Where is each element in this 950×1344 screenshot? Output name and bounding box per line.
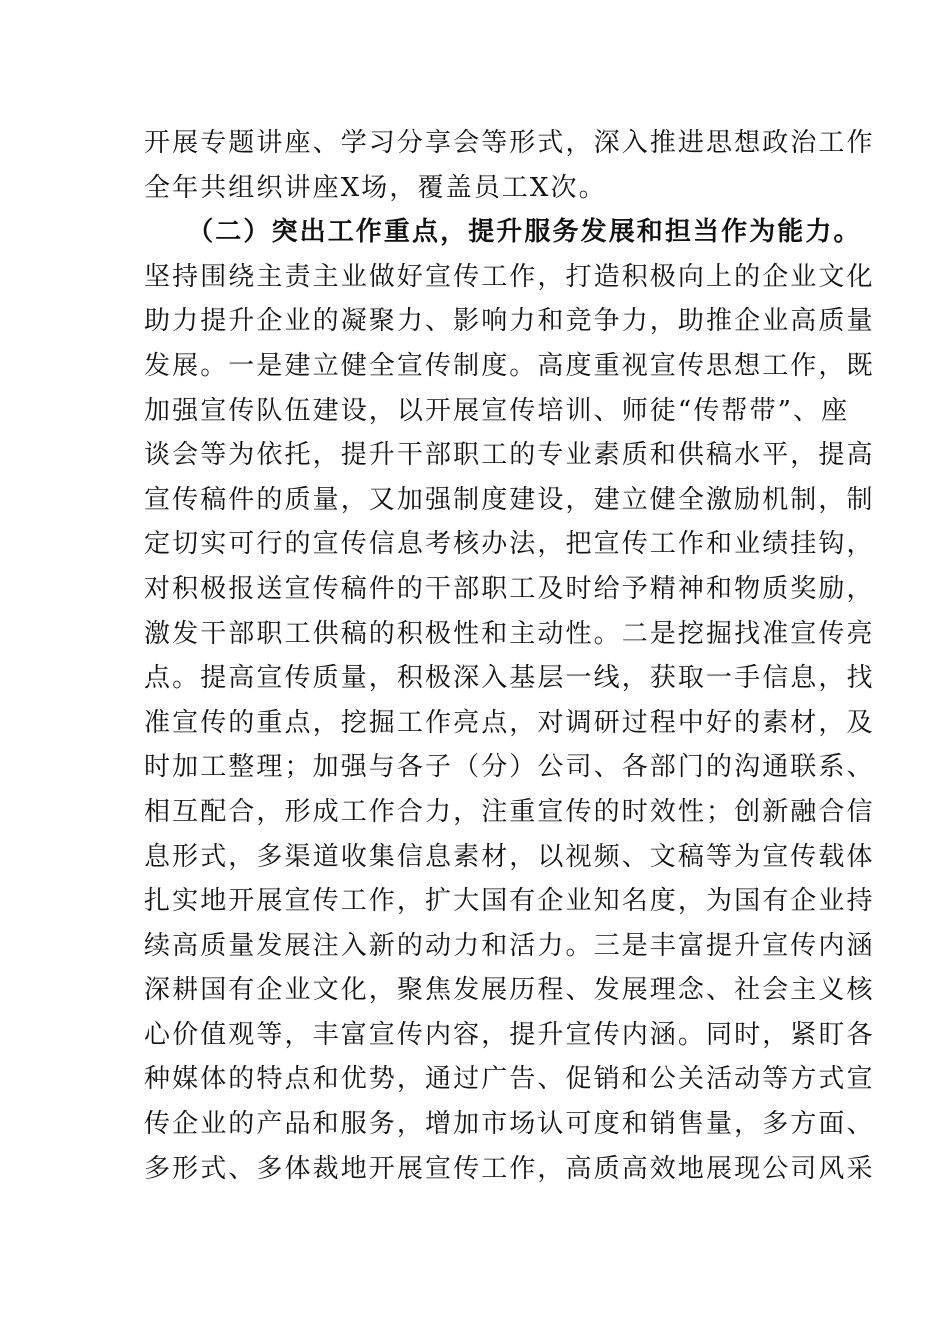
body-line: 全年共组织讲座X场，覆盖员工X次。: [144, 172, 607, 203]
body-line: 宣传稿件的质量，又加强制度建设，建立健全激励机制，制: [144, 484, 875, 515]
body-line: 助力提升企业的凝聚力、影响力和竞争力，助推企业高质量: [144, 306, 875, 337]
body-line: 扎实地开展宣传工作，扩大国有企业知名度，为国有企业持: [144, 886, 875, 917]
body-line: 开展专题讲座、学习分享会等形式，深入推进思想政治工作: [144, 128, 875, 158]
body-line: 传企业的产品和服务，增加市场认可度和销售量，多方面、: [144, 1109, 875, 1140]
body-line: 续高质量发展注入新的动力和活力。三是丰富提升宣传内涵: [144, 930, 875, 961]
document-body: [144, 121, 875, 1191]
body-line: 准宣传的重点，挖掘工作亮点，对调研过程中好的素材，及: [144, 707, 875, 738]
body-line: 相互配合，形成工作合力，注重宣传的时效性；创新融合信: [144, 796, 875, 827]
body-line: 激发干部职工供稿的积极性和主动性。二是挖掘找准宣传亮: [144, 618, 875, 649]
body-line: 点。提高宣传质量，积极深入基层一线，获取一手信息，找: [144, 663, 875, 694]
body-line: 加强宣传队伍建设，以开展宣传培训、师徒“传帮带”、座: [144, 395, 850, 426]
body-line: 种媒体的特点和优势，通过广告、促销和公关活动等方式宣: [144, 1064, 875, 1095]
body-line: 心价值观等，丰富宣传内容，提升宣传内涵。同时，紧盯各: [144, 1019, 875, 1050]
body-line: 坚持围绕主责主业做好宣传工作，打造积极向上的企业文化: [144, 261, 875, 292]
body-line: 多形式、多体裁地开展宣传工作，高质高效地展现公司风采: [144, 1153, 875, 1184]
body-line: 时加工整理；加强与各子（分）公司、各部门的沟通联系、: [144, 752, 875, 783]
body-line: 深耕国有企业文化，聚焦发展历程、发展理念、社会主义核: [144, 975, 875, 1006]
section-heading: （二）突出工作重点，提升服务发展和担当作为能力。: [144, 217, 862, 248]
body-line: 定切实可行的宣传信息考核办法，把宣传工作和业绩挂钩，: [144, 529, 875, 560]
body-line: 谈会等为依托，提升干部职工的专业素质和供稿水平，提高: [144, 440, 875, 471]
body-line: 发展。一是建立健全宣传制度。高度重视宣传思想工作，既: [144, 350, 875, 381]
body-line: 对积极报送宣传稿件的干部职工及时给予精神和物质奖励，: [144, 573, 875, 604]
body-line: 息形式，多渠道收集信息素材，以视频、文稿等为宣传载体: [144, 841, 875, 872]
